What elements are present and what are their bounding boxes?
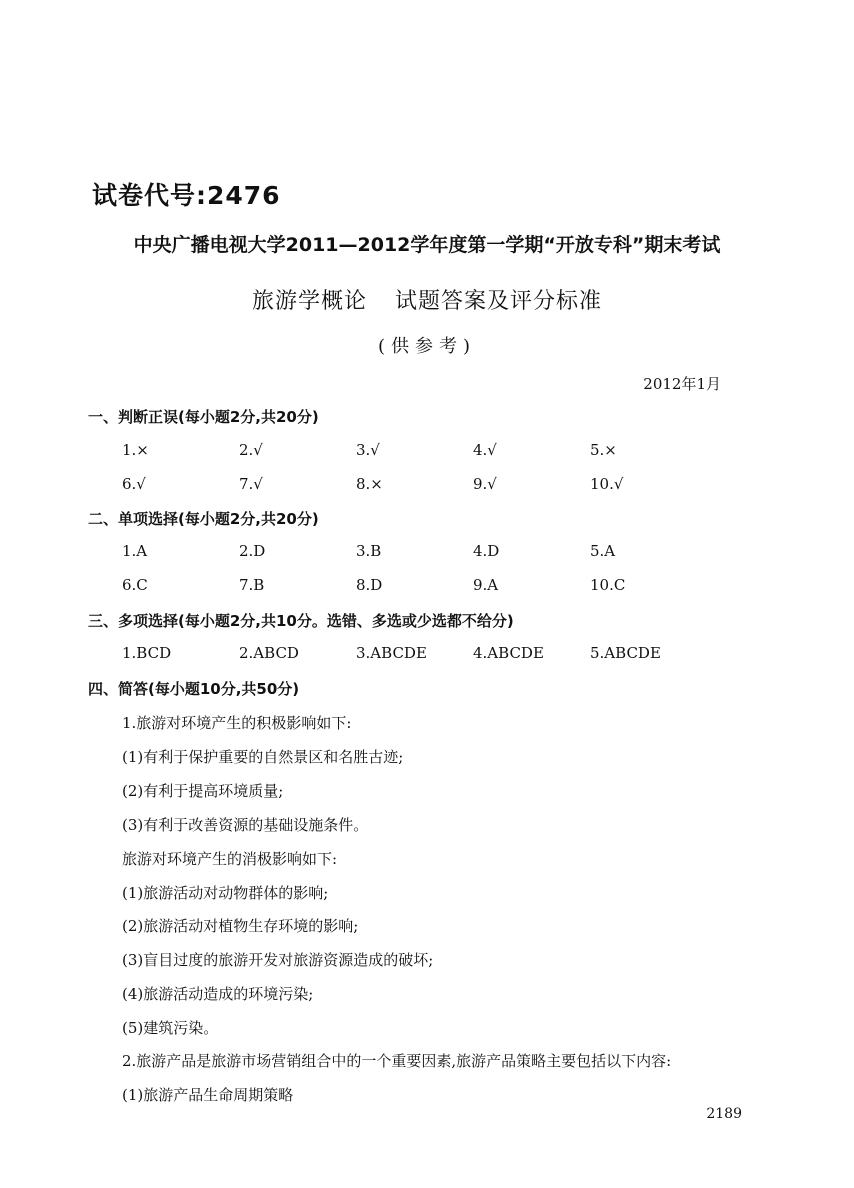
- answer-item: 1.A: [122, 542, 148, 560]
- page-number: 2189: [706, 1106, 742, 1122]
- answer-row: [122, 576, 722, 598]
- paper-code: 试卷代号:2476: [92, 181, 281, 210]
- answer-item: 9.√: [473, 475, 497, 493]
- exam-date: 2012年1月: [643, 375, 721, 393]
- answer-item: 3.√: [356, 441, 380, 459]
- answer-item: 4.√: [473, 441, 497, 459]
- answer-paragraph: (3)有利于改善资源的基础设施条件。: [122, 816, 369, 834]
- answer-paragraph: (5)建筑污染。: [122, 1019, 219, 1037]
- section-heading-short-answer: 四、简答(每小题10分,共50分): [88, 680, 300, 698]
- answer-item: 1.×: [122, 441, 149, 459]
- answer-item: 10.√: [590, 475, 624, 493]
- answer-item: 3.B: [356, 542, 382, 560]
- answer-paragraph: (3)盲目过度的旅游开发对旅游资源造成的破坏;: [122, 951, 434, 969]
- answer-item: 4.ABCDE: [473, 644, 544, 662]
- answer-paragraph: 旅游对环境产生的消极影响如下:: [122, 850, 338, 868]
- answer-item: 2.√: [239, 441, 263, 459]
- answer-item: 9.A: [473, 576, 499, 594]
- answer-row: [122, 542, 722, 564]
- answer-row: [122, 644, 722, 666]
- answer-paragraph: (2)旅游活动对植物生存环境的影响;: [122, 917, 359, 935]
- answer-item: 8.×: [356, 475, 383, 493]
- answer-paragraph: (1)旅游活动对动物群体的影响;: [122, 884, 329, 902]
- answer-item: 1.BCD: [122, 644, 172, 662]
- answer-paragraph: 2.旅游产品是旅游市场营销组合中的一个重要因素,旅游产品策略主要包括以下内容:: [122, 1052, 672, 1070]
- answer-item: 10.C: [590, 576, 626, 594]
- subject-name: 旅游学概论: [251, 289, 367, 314]
- answer-row: [122, 441, 722, 463]
- answer-item: 6.√: [122, 475, 146, 493]
- answer-item: 4.D: [473, 542, 500, 560]
- answer-row: [122, 475, 722, 497]
- answer-paragraph: (4)旅游活动造成的环境污染;: [122, 985, 314, 1003]
- section-heading-single-choice: 二、单项选择(每小题2分,共20分): [88, 510, 319, 528]
- answer-item: 7.√: [239, 475, 263, 493]
- answer-item: 6.C: [122, 576, 148, 594]
- answer-item: 7.B: [239, 576, 265, 594]
- answer-paragraph: (1)有利于保护重要的自然景区和名胜古迹;: [122, 748, 404, 766]
- answer-item: 2.ABCD: [239, 644, 299, 662]
- document-type: 试题答案及评分标准: [395, 289, 603, 314]
- answer-paragraph: (2)有利于提高环境质量;: [122, 782, 284, 800]
- answer-item: 2.D: [239, 542, 266, 560]
- answer-item: 8.D: [356, 576, 383, 594]
- section-heading-true-false: 一、判断正误(每小题2分,共20分): [88, 408, 319, 426]
- exam-title: 中央广播电视大学2011—2012学年度第一学期“开放专科”期末考试: [133, 234, 721, 256]
- section-heading-multiple-choice: 三、多项选择(每小题2分,共10分。选错、多选或少选都不给分): [88, 612, 514, 630]
- answer-item: 5.ABCDE: [590, 644, 661, 662]
- answer-item: 5.A: [590, 542, 616, 560]
- reference-note: (供参考): [377, 336, 477, 357]
- answer-paragraph: (1)旅游产品生命周期策略: [122, 1086, 294, 1104]
- answer-item: 5.×: [590, 441, 617, 459]
- answer-paragraph: 1.旅游对环境产生的积极影响如下:: [122, 714, 352, 732]
- answer-item: 3.ABCDE: [356, 644, 427, 662]
- subject-title: [0, 284, 854, 315]
